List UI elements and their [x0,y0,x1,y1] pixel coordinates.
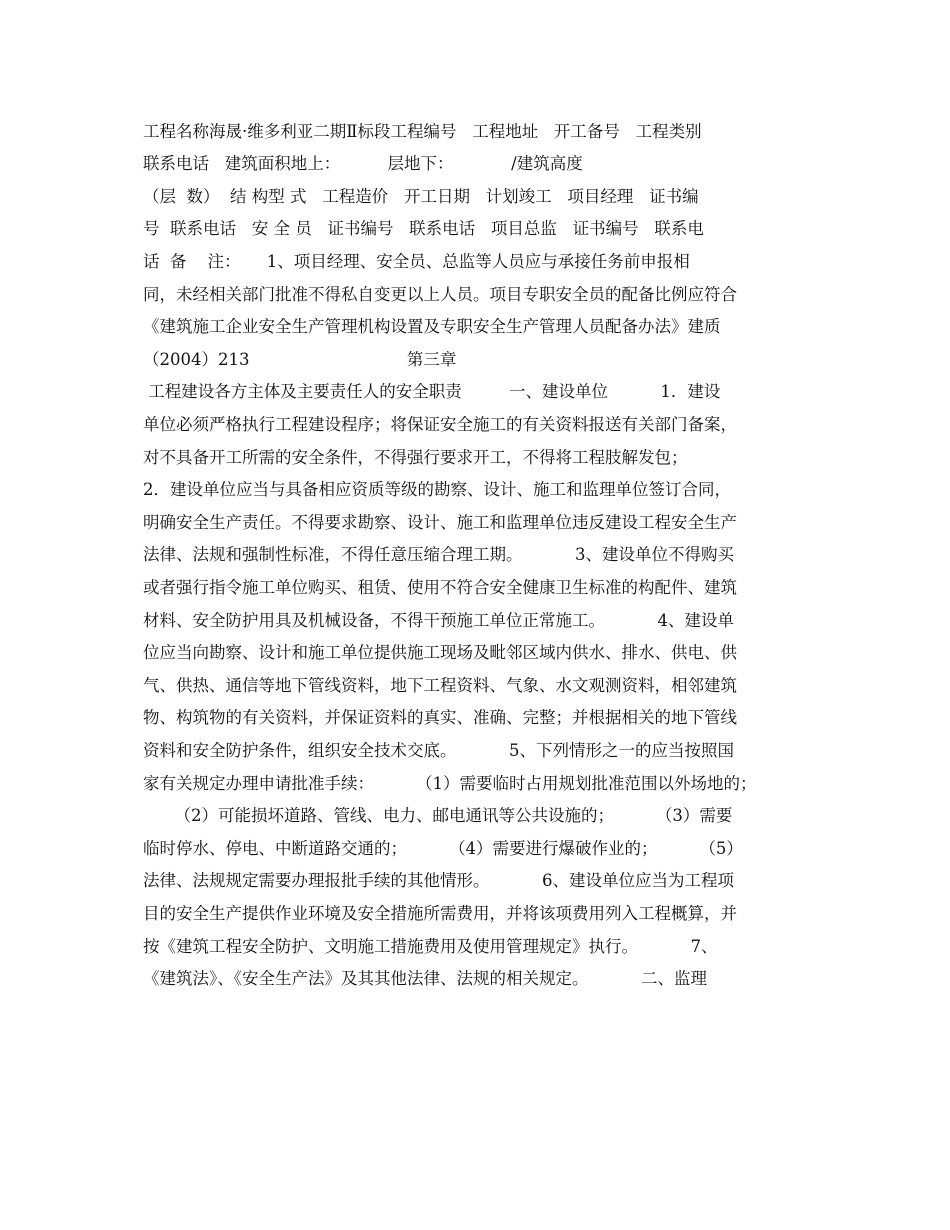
text-line: 或者强行指令施工单位购买、租赁、使用不符合安全健康卫生标准的构配件、建筑 [143,578,737,597]
text-line: 同，未经相关部门批准不得私自变更以上人员。项目专职安全员的配备比例应符合 [143,285,737,304]
text-line: 联系电话 建筑面积地上： 层地下： /建筑高度 [143,154,583,173]
text-line: 气、供热、通信等地下管线资料，地下工程资料、气象、水文观测资料，相邻建筑 [143,676,737,695]
text-line: 临时停水、停电、中断道路交通的； （4）需要进行爆破作业的； （5） [143,839,743,858]
text-line: 工程建设各方主体及主要责任人的安全职责 一、建设单位 1．建设 [143,382,721,401]
text-line: 材料、安全防护用具及机械设备，不得干预施工单位正常施工。 4、建设单 [143,611,734,630]
text-line: 法律、法规规定需要办理报批手续的其他情形。 6、建设单位应当为工程项 [143,871,734,890]
text-line: 位应当向勘察、设计和施工单位提供施工现场及毗邻区域内供水、排水、供电、供 [143,643,737,662]
text-line: 家有关规定办理申请批准手续： （1）需要临时占用规划批准范围以外场地的； [143,774,757,793]
text-line: 法律、法规和强制性标准，不得任意压缩合理工期。 3、建设单位不得购买 [143,545,734,564]
text-line: 物、构筑物的有关资料，并保证资料的真实、准确、完整；并根据相关的地下管线 [143,708,737,727]
text-line: （层 数） 结 构型 式 工程造价 开工日期 计划竣工 项目经理 证书编 [143,187,699,206]
text-line: （2004）213 第三章 [143,350,457,369]
text-line: 单位必须严格执行工程建设程序；将保证安全施工的有关资料报送有关部门备案， [143,415,737,434]
text-line: 明确安全生产责任。不得要求勘察、设计、施工和监理单位违反建设工程安全生产 [143,513,737,532]
text-line: 《建筑法》、《安全生产法》及其其他法律、法规的相关规定。 二、监理 [143,969,707,988]
text-line: 话 备 注： 1、项目经理、安全员、总监等人员应与承接任务前申报相 [143,252,690,271]
text-line: 号 联系电话 安 全 员 证书编号 联系电话 项目总监 证书编号 联系电 [143,219,704,238]
text-line: 目的安全生产提供作业环境及安全措施所需费用，并将该项费用列入工程概算，并 [143,904,737,923]
text-line: （2）可能损坏道路、管线、电力、邮电通讯等公共设施的； （3）需要 [143,806,733,825]
text-line: 资料和安全防护条件，组织安全技术交底。 5、下列情形之一的应当按照国 [143,741,734,760]
text-line: 工程名称海晟·维多利亚二期Ⅱ标段工程编号 工程地址 开工备号 工程类别 [143,122,702,141]
text-line: 《建筑施工企业安全生产管理机构设置及专职安全生产管理人员配备办法》建质 [143,317,721,336]
text-line: 2．建设单位应当与具备相应资质等级的勘察、设计、施工和监理单位签订合同， [143,480,731,499]
text-line: 对不具备开工所需的安全条件，不得强行要求开工，不得将工程肢解发包； [143,448,688,467]
text-line: 按《建筑工程安全防护、文明施工措施费用及使用管理规定》执行。 7、 [143,937,718,956]
